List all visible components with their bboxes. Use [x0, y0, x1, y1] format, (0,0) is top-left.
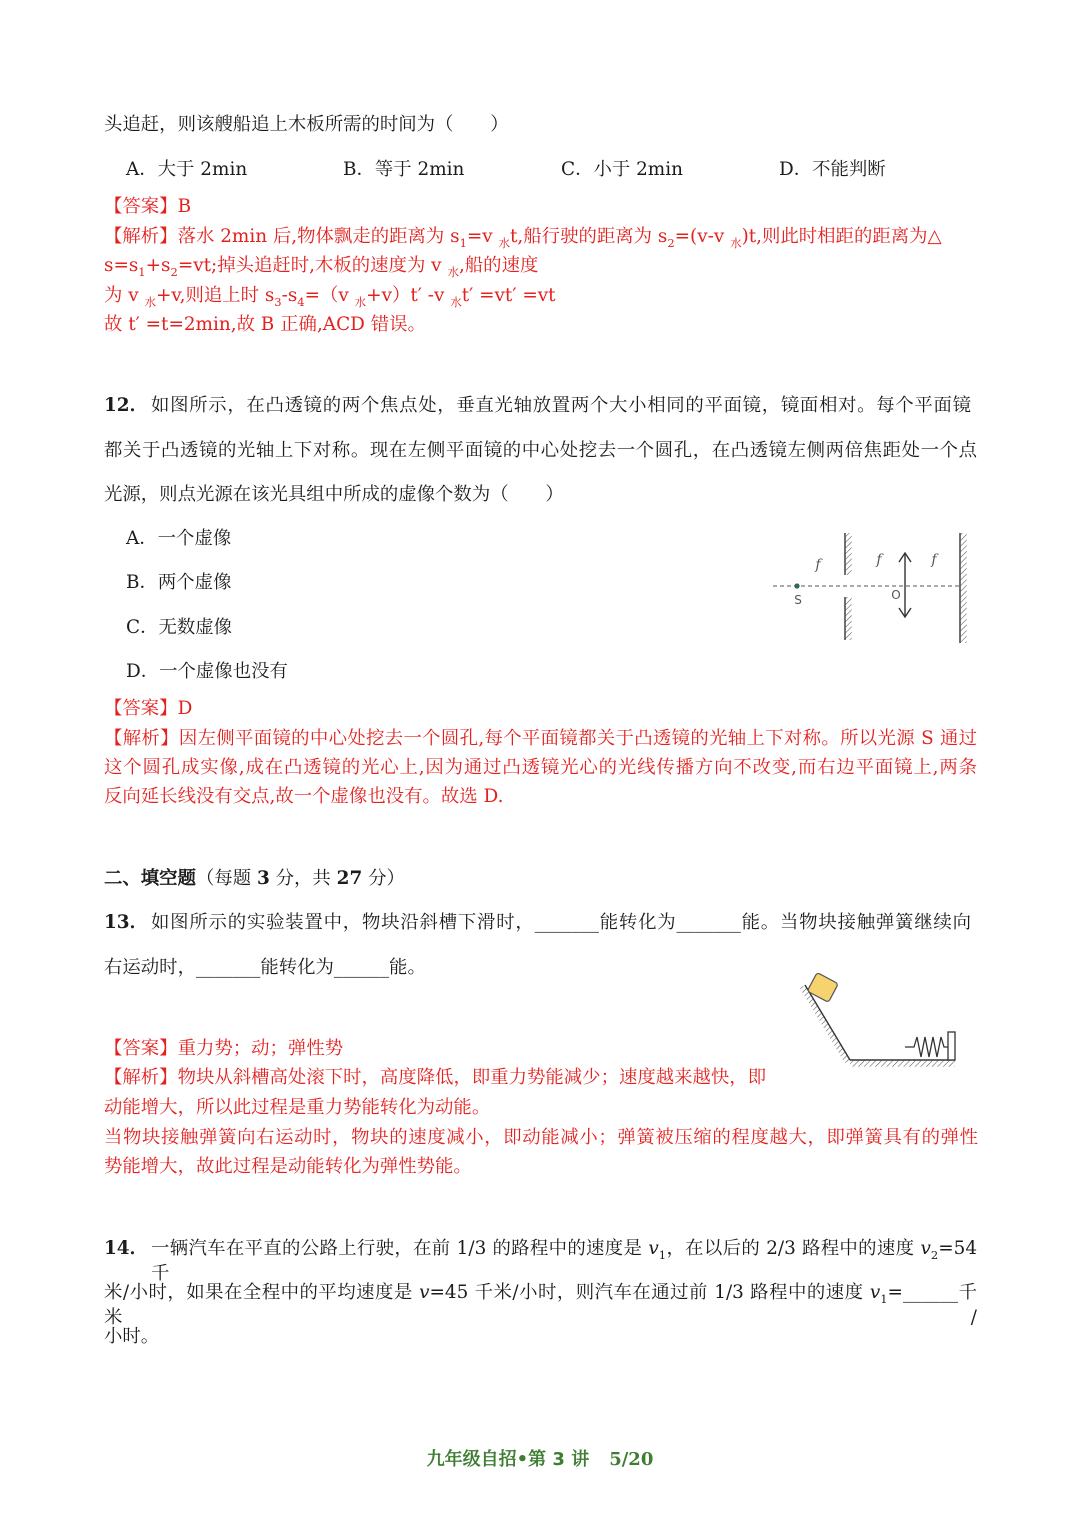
text-segment: =(v-v [674, 226, 731, 247]
text-segment: =v [466, 226, 499, 247]
right-mirror-hatching [961, 533, 967, 643]
optical-center-label: O [891, 588, 901, 602]
section-note: （每题 [195, 868, 257, 889]
subscript: 1 [658, 1248, 667, 1262]
q13-answer [104, 1037, 343, 1061]
q14-number: 14． [104, 1238, 148, 1259]
q12-number: 12． [104, 395, 148, 416]
focal-label-left: f [815, 557, 821, 573]
q12-option-c: C．无数虚像 [126, 617, 233, 638]
q11-option-a: A．大于 2min [126, 159, 248, 180]
text-segment: )t,则此时相距的距离为△ [741, 226, 942, 247]
subscript: 2 [930, 1248, 939, 1262]
optics-diagram [760, 520, 980, 655]
q12-answer [104, 697, 192, 721]
q11-option-d: D．不能判断 [779, 159, 886, 180]
q13-stem-line-2: 右运动时，_______能转化为______能。 [104, 957, 426, 978]
text-segment: 因左侧平面镜的中心处挖去一个圆孔,每个平面镜都关于凸透镜的光轴上下对称。所以光源 S 通过 [178, 728, 977, 749]
velocity-symbol: v [869, 1282, 881, 1303]
text-segment: =45 千米/小时，则汽车在通过前 1/3 路程中的速度 [429, 1282, 870, 1303]
spring [905, 1037, 948, 1057]
source-label: S [794, 593, 802, 607]
subscript: 水 [144, 295, 156, 309]
page-number: 5/20 [609, 1449, 654, 1470]
velocity-symbol: v [648, 1238, 659, 1259]
q11-stem-tail: 头追赶，则该艘船追上木板所需的时间为（ ） [104, 114, 509, 135]
subscript: 水 [730, 236, 742, 250]
q11-analysis-line-2 [104, 254, 538, 279]
velocity-symbol: v [920, 1238, 931, 1259]
subscript: 2 [170, 265, 178, 279]
q12-stem-line-1: 如图所示，在凸透镜的两个焦点处，垂直光轴放置两个大小相同的平面镜，镜面相对。每个平面镜 [151, 395, 971, 416]
answer-label: 【答案】 [104, 698, 178, 719]
q13-analysis-line-1 [104, 1066, 766, 1090]
q11-analysis-line-1 [104, 225, 942, 250]
subscript: 水 [498, 236, 511, 250]
answer-value: B [177, 196, 192, 217]
point-source [794, 583, 799, 588]
section-heading [104, 867, 405, 891]
text-segment: t,船行驶的距离为 s [510, 226, 668, 247]
wall [948, 1032, 955, 1060]
text-segment: 米/小时，如果在全程中的平均速度是 [104, 1282, 420, 1303]
text-segment: ，在以后的 2/3 路程中的速度 [666, 1238, 921, 1259]
q12-option-d: D．一个虚像也没有 [126, 661, 288, 682]
q12-stem-line-2: 都关于凸透镜的光轴上下对称。现在左侧平面镜的中心处挖去一个圆孔，在凸透镜左侧两倍焦距处一个点 [104, 440, 977, 461]
subscript: 4 [297, 295, 305, 309]
subscript: 水 [450, 295, 462, 309]
focal-label-middle: f [876, 552, 882, 568]
left-mirror-upper-hatching [846, 533, 852, 575]
q11-analysis-line-3 [104, 284, 556, 309]
answer-label: 【答案】 [104, 1038, 178, 1059]
q12-analysis-line-3: 反向延长线没有交点,故一个虚像也没有。故选 D. [104, 786, 504, 807]
text-segment: +v）t′ -v [366, 285, 451, 306]
text-segment: s=s [104, 255, 139, 276]
q12-analysis-line-1 [104, 727, 977, 751]
ground-hatching [850, 1061, 955, 1067]
page-footer [0, 1448, 1080, 1472]
text-segment: 小时。 [104, 1326, 160, 1347]
analysis-label: 【解析】 [104, 728, 179, 749]
q13-analysis-line-2: 动能增大，所以此过程是重力势能转化为动能。 [104, 1097, 491, 1118]
analysis-label: 【解析】 [104, 226, 178, 247]
q13-analysis-line-4: 势能增大，故此过程是动能转化为弹性势能。 [104, 1156, 472, 1177]
q12-stem-line-3: 光源，则点光源在该光具组中所成的虚像个数为（ ） [104, 484, 564, 505]
section-title: 二、填空题 [104, 868, 196, 889]
incline-spring-diagram [790, 965, 970, 1075]
text-segment: t′ =vt′ =vt [461, 285, 556, 306]
text-segment: =______千米/ [104, 1282, 977, 1328]
q12-analysis-line-2: 这个圆孔成实像,成在凸透镜的光心上,因为通过凸透镜光心的光线传播方向不改变,而右边平面镜上,两条 [104, 757, 977, 778]
section-note: 分） [362, 868, 405, 889]
text-segment: =vt;掉头追赶时,木板的速度为 v [177, 255, 448, 276]
section-note: 分，共 [269, 868, 337, 889]
answer-value: 重力势；动；弹性势 [177, 1038, 344, 1059]
q13-analysis-line-3: 当物块接触弹簧向右运动时，物块的速度减小，即动能减小；弹簧被压缩的程度越大，即弹簧具有的弹性 [104, 1127, 978, 1148]
text-segment: 物块从斜槽高处滚下时，高度降低，即重力势能减少；速度越来越快，即 [177, 1067, 767, 1088]
text-segment: -s [281, 285, 298, 306]
q12-option-a: A．一个虚像 [126, 528, 232, 549]
text-segment: 为 v [104, 285, 145, 306]
subscript: 水 [354, 295, 367, 309]
q11-option-b: B．等于 2min [343, 159, 465, 180]
text-segment: =（v [304, 285, 355, 306]
q11-analysis-line-4 [104, 313, 426, 337]
subscript: 1 [880, 1292, 888, 1306]
subscript: 2 [667, 236, 675, 250]
q13-stem-line-1: 如图所示的实验装置中，物块沿斜槽下滑时，_______能转化为_______能。当物块接触弹簧继续向 [151, 912, 971, 933]
velocity-symbol: v [419, 1282, 430, 1303]
q11-option-c: C．小于 2min [561, 159, 683, 180]
section-note-number: 27 [336, 868, 363, 889]
text-segment: 落水 2min 后,物体飘走的距离为 s [177, 226, 460, 247]
subscript: 1 [138, 265, 146, 279]
subscript: 水 [447, 265, 459, 279]
answer-value: D [177, 698, 193, 719]
subscript: 1 [459, 236, 467, 250]
q14-stem-line-1 [151, 1237, 977, 1286]
left-mirror-lower-hatching [846, 597, 852, 640]
q14-stem-line-2 [104, 1281, 977, 1330]
section-note-number: 3 [257, 868, 270, 889]
text-segment: ,船的速度 [458, 255, 539, 276]
focal-label-right: f [931, 552, 937, 568]
q13-number: 13． [104, 912, 148, 933]
q14-stem-line-3 [104, 1325, 159, 1349]
answer-label: 【答案】 [104, 196, 178, 217]
course-title: 九年级自招•第 3 讲 [426, 1449, 590, 1470]
q11-answer [104, 195, 191, 219]
text-segment: 一辆汽车在平直的公路上行驶，在前 1/3 的路程中的速度是 [151, 1238, 649, 1259]
text-segment: +s [145, 255, 171, 276]
text-segment: =54 千 [151, 1238, 978, 1284]
q12-option-b: B．两个虚像 [126, 572, 232, 593]
analysis-label: 【解析】 [104, 1067, 178, 1088]
text-segment: +v,则追上时 s [155, 285, 275, 306]
text-segment: 故 t′ =t=2min,故 B 正确,ACD 错误。 [104, 314, 426, 335]
subscript: 3 [274, 295, 282, 309]
